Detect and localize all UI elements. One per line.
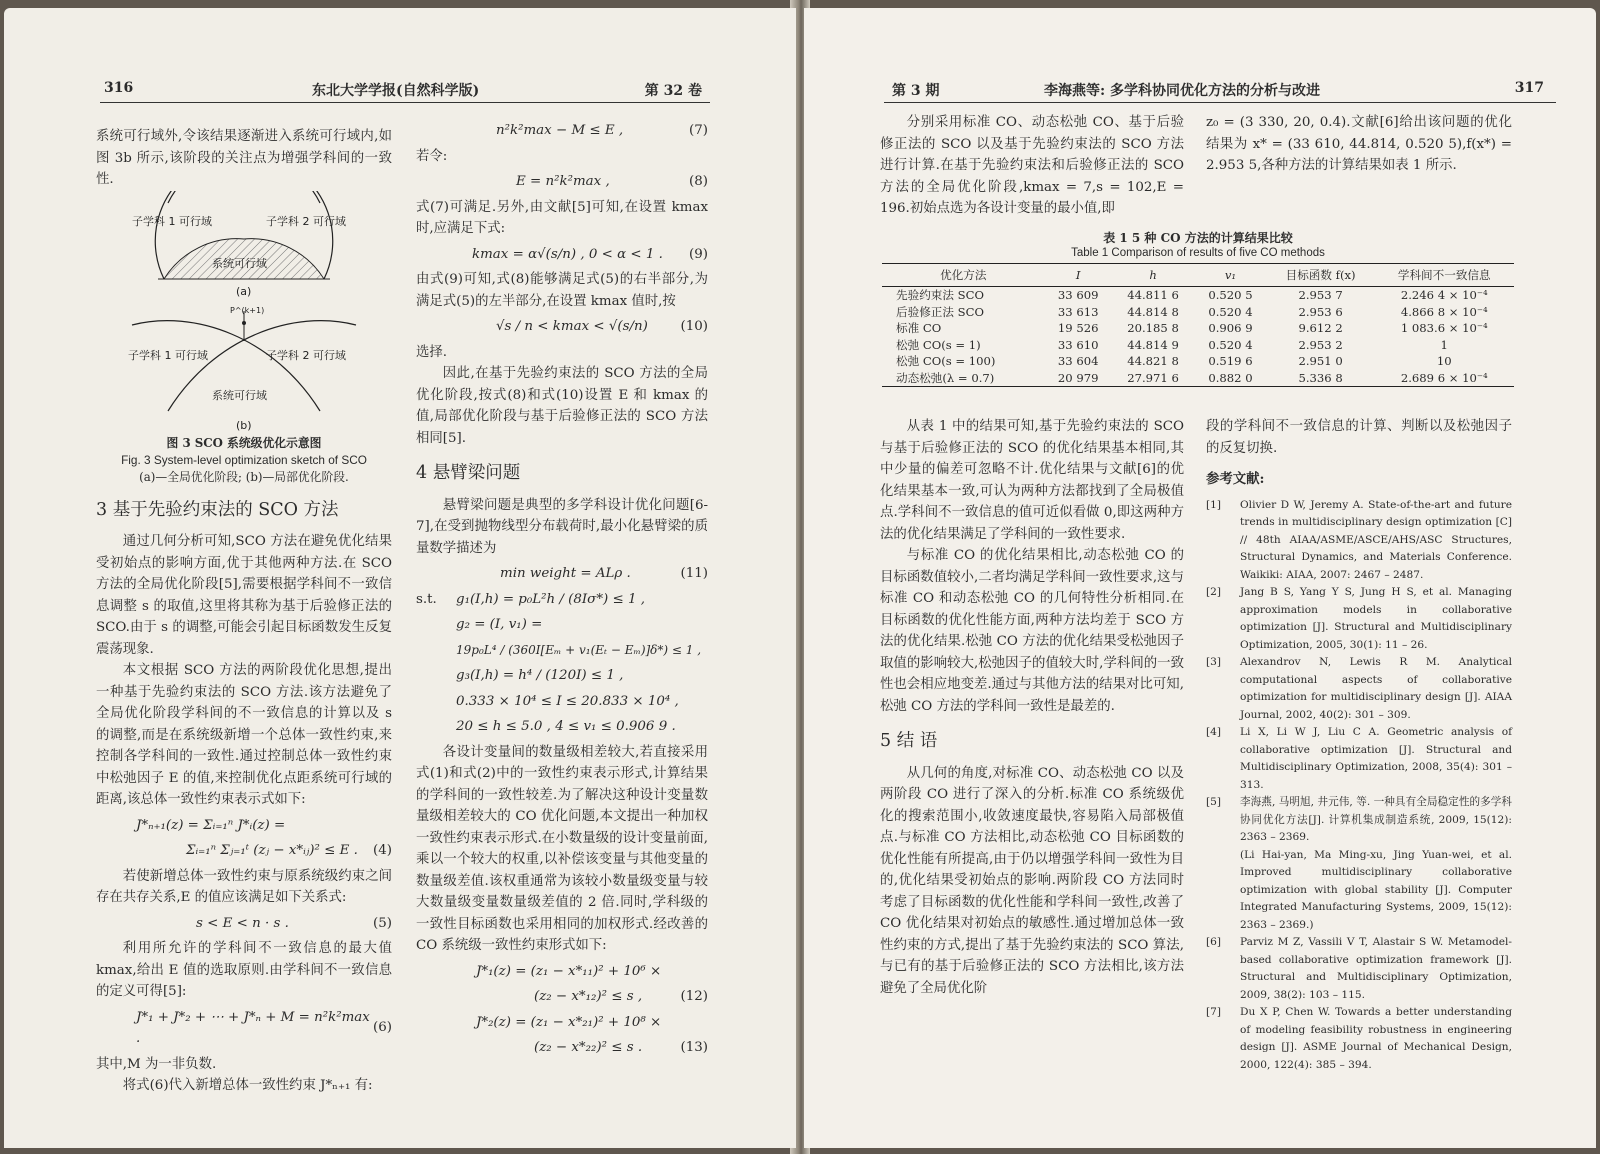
left-column-2 — [416, 116, 708, 1063]
table-cell: 2.953 6 — [1298, 304, 1343, 319]
table-cell: 2.689 6 × 10⁻⁴ — [1375, 370, 1515, 387]
reference-item: [6] Parviz M Z, Vassili V T, Alastair S W. Metamodel-based collaborative optimization framework [J]. Structural and Multidisciplinary Optimization, 2009, 38(2): 103 – 115. — [1206, 936, 1512, 1001]
equation-12a: J*₁(z) = (z₁ − x*₁₁)² + 10⁶ × — [476, 963, 662, 979]
table-cell: 44.811 6 — [1127, 288, 1179, 302]
table-cell: 动态松弛(λ = 0.7) — [882, 370, 1045, 387]
column-header: 目标函数 f(x) — [1267, 264, 1375, 287]
journal-name: 东北大学学报(自然科学版) — [312, 83, 480, 99]
section-3-title: 3 基于先验约束法的 SCO 方法 — [96, 499, 339, 520]
page-number: 316 — [104, 80, 134, 96]
left-page — [4, 8, 796, 1148]
paragraph: 由式(9)可知,式(8)能够满足式(5)的右半部分,为满足式(5)的左半部分,在设置 kmax 值时,按 — [416, 272, 708, 309]
column-header: 学科间不一致信息 — [1375, 264, 1515, 287]
section-5-title: 5 结 语 — [880, 731, 938, 751]
paragraph: 从表 1 中的结果可知,基于先验约束法的 SCO 与基于后验修正法的 SCO 的优化结果基本相同,其中少量的偏差可忽略不计.优化结果与文献[6]的优化结果基本一致,可认为两种方法都找到了全局极值点.学科间不一致信息的值可近似看做 0,即这两种方法的优化结果满足了学科间的一致性要求. — [880, 419, 1184, 542]
table-cell: 先验约束法 SCO — [896, 288, 984, 302]
label-system-region: 系统可行域 — [212, 256, 267, 270]
equation-7: n²k²max − M ≤ E , (7) — [496, 123, 708, 138]
column-header: 优化方法 — [882, 264, 1045, 287]
paragraph: 将式(6)代入新增总体一致性约束 J*ₙ₊₁ 有: — [122, 1078, 373, 1093]
table-cell: 0.882 0 — [1194, 370, 1266, 387]
panel-tag-a: (a) — [236, 284, 252, 298]
paragraph: 因此,在基于先验约束法的 SCO 方法的全局优化阶段,按式(8)和式(10)设置 E 和 kmax 的值,局部优化阶段与基于后验修正法的 SCO 方法相同[5]. — [416, 366, 708, 446]
table-cell: 2.246 4 × 10⁻⁴ — [1400, 288, 1488, 302]
table-cell: 1 — [1440, 337, 1448, 352]
table-cell: 44.814 9 — [1127, 337, 1179, 352]
figure-panel-b — [128, 306, 356, 432]
constraint-g2a: g₂ = (I, v₁) = — [456, 617, 543, 632]
paragraph: 与标准 CO 的优化结果相比,动态松弛 CO 的目标函数值较小,二者均满足学科间一致性要求,这与标准 CO 和动态松弛 CO 的几何特性分析相同.在目标函数的优化性能方面,两种方法均差于 SCO 方法的优化结果.松弛 CO 方法的优化结果受松弛因子取值的影响较大,松弛因子的值较大时,学科间的一致性也会相应地变差.通过与其他方法的结果对比可知,松弛 CO 方法的学科间一致性是最差的. — [880, 548, 1184, 714]
paragraph: 分别采用标准 CO、动态松弛 CO、基于后验修正法的 SCO 以及基于先验约束法的 SCO 方法进行计算.在基于先验约束法和后验修正法的 SCO 方法的全局优化阶段,kmax = 7,s = 102,E = 196.初始点选为各设计变量的最小值,即 — [880, 115, 1184, 216]
reference-item: [1] Olivier D W, Jeremy A. State-of-the-art and future trends in multidisciplinary design optimization [C] // 48th AIAA/ASME/ASCE/AHS/ASC Structures, Structural Dynamics, and Materials Conference. Waikiki: AIAA, 2007: 2467 – 2487. — [1206, 498, 1512, 581]
label-system-region: 系统可行域 — [212, 388, 267, 402]
bounds-line-1: 0.333 × 10⁴ ≤ I ≤ 20.833 × 10⁴ , — [456, 693, 679, 709]
table-title-cn: 表 1 5 种 CO 方法的计算结果比较 — [1103, 231, 1293, 245]
equation-11: min weight = ALρ . (11) — [500, 566, 708, 581]
reference-item: [3] Alexandrov N, Lewis R M. Analytical computational aspects of collaborative optimization for multidisciplinary design [J]. AIAA Journal, 2002, 40(2): 301 – 309. — [1206, 656, 1512, 721]
issue-label: 第 3 期 — [892, 83, 940, 99]
column-header: h — [1112, 264, 1195, 287]
table-cell: 1 083.6 × 10⁻⁴ — [1400, 321, 1488, 335]
paragraph: 段的学科间不一致信息的计算、判断以及松弛因子的反复切换. — [1206, 419, 1512, 456]
equation-5: s < E < n · s . (5) — [196, 915, 392, 931]
paragraph: 若令: — [416, 148, 448, 164]
table-cell: 44.814 8 — [1127, 304, 1179, 319]
right-running-header — [884, 78, 1556, 103]
table-cell: 33 613 — [1057, 304, 1099, 319]
table-cell: 44.821 8 — [1127, 354, 1179, 368]
reference-item: (Li Hai-yan, Ma Ming-xu, Jing Yuan-wei, et al. Improved multidisciplinary collaborative optimization with global stability [J]. Computer Integrated Manufacturing Systems, 2009, 15(12): 2363 – 2369.) — [1240, 848, 1512, 931]
figure-caption-en: Fig. 3 System-level optimization sketch of SCO — [121, 452, 367, 467]
paragraph: 悬臂梁问题是典型的多学科设计优化问题[6-7],在受到抛物线型分布载荷时,最小化悬臂梁的质量数学描述为 — [416, 497, 708, 556]
equation-4b: Σᵢ₌₁ⁿ Σⱼ₌₁ᵗ (zⱼ − x*ᵢⱼ)² ≤ E . (4) — [186, 843, 392, 858]
intro-column-left — [880, 112, 1184, 220]
point-label: P^(k+1) — [230, 305, 265, 315]
table-cell: 0.520 4 — [1208, 337, 1253, 352]
equation-9: kmax = α√(s/n) , 0 < α < 1 . (9) — [472, 246, 708, 262]
right-column-1 — [880, 416, 1184, 999]
column-header: v₁ — [1194, 264, 1266, 287]
table-cell: 0.519 6 — [1208, 354, 1253, 368]
paragraph: 各设计变量间的数量级相差较大,若直接采用式(1)和式(2)中的一致性约束表示形式,计算结果的学科间的一致性较差.为了解决这种设计变量数量级相差较大的 CO 优化问题,本文提出一种加权一致性约束表示形式.在小数量级的设计变量前面,乘以一个较大的权重,以补偿该变量与其他变量的数量级差值.该权重通常为该较小数量级变量与较大数量级变量数量级差值的 2 倍.同时,学科级的一致性目标函数也采用相同的加权形式.经改善的 CO 系统级一致性约束形式如下: — [416, 744, 708, 953]
table-cell: 松弛 CO(s = 100) — [896, 354, 996, 368]
table-cell: 27.971 6 — [1112, 370, 1195, 387]
table-row — [882, 287, 1514, 304]
paragraph: z₀ = (3 330, 20, 0.4).文献[6]给出该问题的优化结果为 x* = (33 610, 44.814, 0.520 5),f(x*) = 2.953 5,各种方法的计算结果如表 1 所示. — [1206, 115, 1512, 173]
equation-13a: J*₂(z) = (z₁ − x*₂₁)² + 10⁸ × — [476, 1014, 662, 1030]
paragraph: 式(7)可满足.另外,由文献[5]可知,在设置 kmax 时,应满足下式: — [416, 199, 708, 236]
left-running-header — [100, 78, 710, 103]
label-subdiscipline-2: 子学科 2 可行域 — [266, 348, 346, 362]
table-row — [882, 353, 1514, 370]
table-row — [882, 320, 1514, 337]
constraint-g1: s.t. g₁(I,h) = p₀L²h / (8Iσ*) ≤ 1 , — [416, 591, 645, 607]
table-cell: 10 — [1436, 354, 1452, 368]
paragraph: 若使新增总体一致性约束与原系统级约束之间存在共存关系,E 的值应该满足如下关系式: — [96, 868, 392, 905]
table-cell: 33 604 — [1057, 354, 1099, 368]
table-cell: 2.953 2 — [1298, 337, 1343, 352]
table-cell: 2.953 7 — [1298, 288, 1343, 302]
table-cell: 5.336 8 — [1267, 370, 1375, 387]
paragraph: 系统可行域外,令该结果逐渐进入系统可行域内,如图 3b 所示,该阶段的关注点为增强学科间的一致性. — [96, 129, 392, 187]
table-cell: 4.866 8 × 10⁻⁴ — [1400, 304, 1488, 319]
table-cell: 20 979 — [1045, 370, 1112, 387]
optimum-point — [242, 321, 246, 325]
results-table-block — [882, 230, 1514, 387]
left-column-1 — [96, 126, 392, 1097]
paragraph: 本文根据 SCO 方法的两阶段优化思想,提出一种基于先验约束法的 SCO 方法.该方法避免了全局优化阶段学科间的不一致信息的计算以及 s 的调整,而是在系统级新增一个总体一致性约束,来控制各学科间的一致性.通过控制总体一致性约束中松弛因子 E 的值,来控制优化点距系统可行域的距离,该总体一致性约束表示式如下: — [96, 663, 392, 807]
figure-3-sco-sketch — [124, 191, 364, 435]
constraint-g2b: 19p₀L⁴ / (360I[Eₘ + v₁(Eₜ − Eₘ)]δ*) ≤ 1 , — [456, 642, 702, 657]
table-cell: 2.951 0 — [1298, 354, 1343, 368]
table-cell: 9.612 2 — [1298, 321, 1343, 335]
table-row — [882, 337, 1514, 354]
figure-panel-a — [132, 191, 346, 298]
paragraph: 从几何的角度,对标准 CO、动态松弛 CO 以及两阶段 CO 进行了深入的分析.标准 CO 系统级优化的搜索范围小,收敛速度最快,容易陷入局部极值点.与标准 CO 方法相比,动态松弛 CO 目标函数的优化性能有所提高,由于仍以增强学科间一致性为目的,优化结果受初始点的影响.两阶段 CO 方法同时考虑了目标函数的优化性能和学科间一致性,改善了 CO 优化结果对初始点的敏感性.通过增加总体一致性约束的方式,提出了基于先验约束法的 SCO 算法,与已有的基于后验修正法的 SCO 方法相比,该方法避免了全局优化阶 — [880, 765, 1184, 996]
table-cell: 后验修正法 SCO — [896, 304, 984, 319]
panel-tag-b: (b) — [236, 418, 252, 432]
reference-item: [7] Du X P, Chen W. Towards a better understanding of modeling feasibility robustness in engineering design [J]. ASME Journal of Mechanical Design, 2000, 122(4): 385 – 394. — [1206, 1006, 1512, 1071]
label-subdiscipline-2: 子学科 2 可行域 — [266, 214, 346, 228]
constraint-g3: g₃(I,h) = h⁴ / (120I) ≤ 1 , — [456, 668, 624, 683]
table-cell: 标准 CO — [896, 321, 942, 335]
table-cell: 33 610 — [1057, 337, 1099, 352]
table-cell: 20.185 8 — [1127, 321, 1179, 335]
table-cell: 松弛 CO(s = 1) — [896, 337, 981, 352]
table-cell: 0.520 5 — [1208, 288, 1253, 302]
label-subdiscipline-1: 子学科 1 可行域 — [132, 214, 212, 228]
reference-item: [5] 李海燕, 马明旭, 井元伟, 等. 一种具有全局稳定性的多学科协同优化方法[J]. 计算机集成制造系统, 2009, 15(12): 2363 – 2369. — [1206, 796, 1512, 843]
paragraph: 利用所允许的学科间不一致信息的最大值 kmax,给出 E 值的选取原则.由学科间不一致信息的定义可得[5]: — [96, 941, 392, 999]
column-header: I — [1045, 264, 1112, 287]
references-title: 参考文献: — [1206, 471, 1265, 487]
bounds-line-2: 20 ≤ h ≤ 5.0 , 4 ≤ v₁ ≤ 0.906 9 . — [456, 719, 676, 734]
results-table — [882, 263, 1514, 387]
figure-caption-sub: (a)—全局优化阶段; (b)—局部优化阶段. — [139, 469, 349, 484]
table-row — [882, 370, 1514, 387]
section-4-title: 4 悬臂梁问题 — [416, 463, 521, 483]
table-cell: 33 609 — [1057, 288, 1099, 302]
table-title-en: Table 1 Comparison of results of five CO methods — [1071, 247, 1325, 259]
right-column-2 — [1206, 416, 1512, 1074]
table-header-row — [882, 264, 1514, 287]
page-number: 317 — [1514, 80, 1544, 96]
table-cell: 19 526 — [1057, 321, 1099, 335]
intro-column-right — [1206, 112, 1512, 177]
right-page — [804, 8, 1596, 1148]
table-cell: 0.520 4 — [1208, 304, 1253, 319]
equation-8: E = n²k²max , (8) — [516, 174, 708, 189]
table-row — [882, 304, 1514, 321]
volume-label: 第 32 卷 — [644, 83, 702, 99]
equation-12b: (z₂ − x*₁₂)² ≤ s , (12) — [534, 989, 708, 1004]
label-subdiscipline-1: 子学科 1 可行域 — [128, 348, 208, 362]
equation-13b: (z₂ − x*₂₂)² ≤ s . (13) — [534, 1040, 708, 1055]
figure-caption-cn: 图 3 SCO 系统级优化示意图 — [166, 435, 322, 450]
paragraph: 选择. — [416, 344, 448, 360]
table-cell: 0.906 9 — [1208, 321, 1253, 335]
reference-item: [2] Jang B S, Yang Y S, Jung H S, et al. Managing approximation models in collaborative optimization [J]. Structural and Multidisciplinary Optimization, 2005, 30(1): 11 – 26. — [1206, 586, 1512, 651]
equation-4a: J*ₙ₊₁(z) = Σᵢ₌₁ⁿ J*ᵢ(z) = — [136, 817, 286, 833]
reference-item: [4] Li X, Li W J, Liu C A. Geometric analysis of collaborative optimization [J]. Structural and Multidisciplinary Optimization, 2008, 35(4): 301 – 313. — [1206, 726, 1512, 791]
equation-10: √s / n < kmax < √(s/n) (10) — [496, 319, 708, 334]
paragraph: 通过几何分析可知,SCO 方法在避免优化结果受初始点的影响方面,优于其他两种方法.在 SCO 方法的全局优化阶段[5],需要根据学科间不一致信息调整 s 的取值,这里将其称为基于后验修正法的 SCO.由于 s 的调整,可能会引起目标函数发生反复震荡现象. — [96, 534, 392, 657]
article-header-title: 李海燕等: 多学科协同优化方法的分析与改进 — [1044, 83, 1321, 99]
paragraph: 其中,M 为一非负数. — [96, 1056, 217, 1072]
equation-6: J*₁ + J*₂ + ⋯ + J*ₙ + M = n²k²max . (6) — [136, 1009, 392, 1046]
